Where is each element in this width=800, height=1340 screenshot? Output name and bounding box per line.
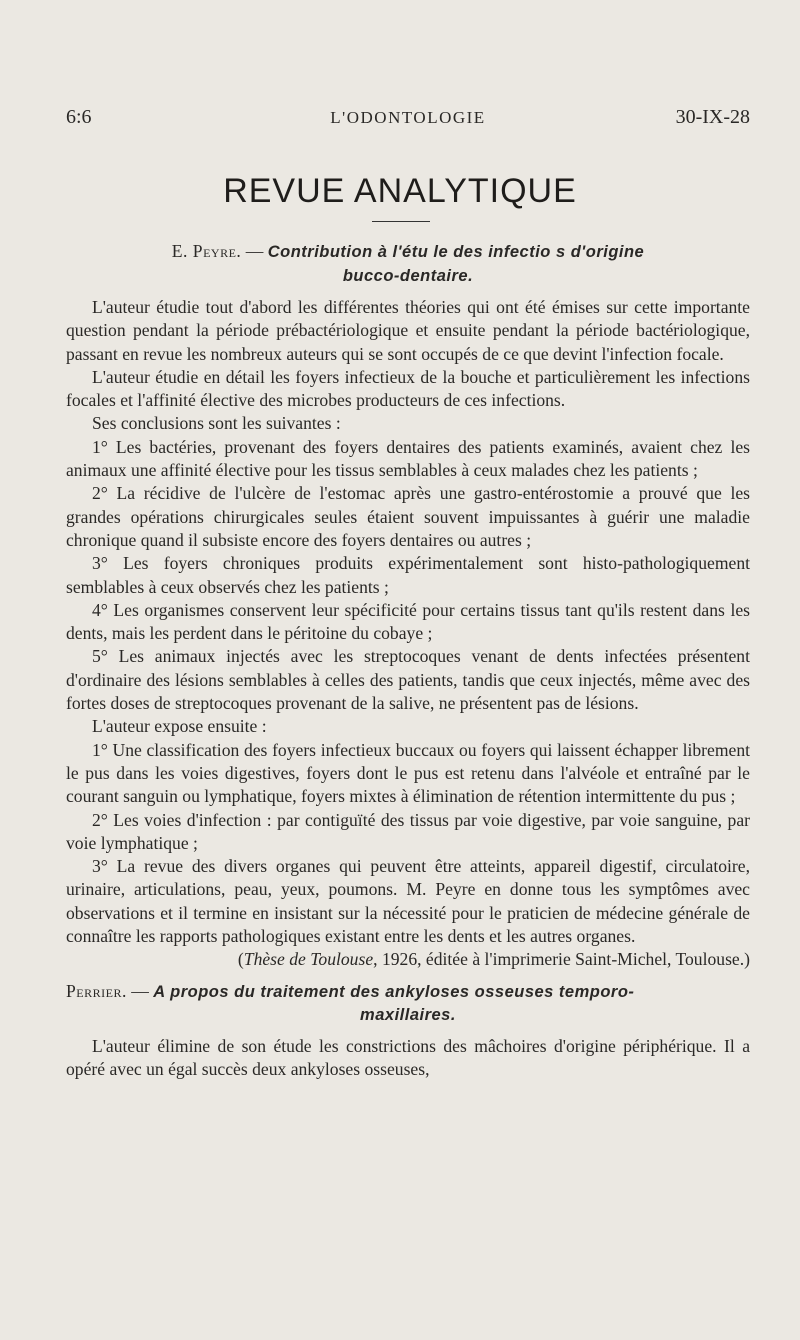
paragraph: 2° La récidive de l'ulcère de l'estomac après une gastro-entérostomie a prouvé que les grandes opérations chirurgicales seules étaient souvent impuissantes à guérir une maladie chronique quand il subsiste encore des foyers dentaires ou autres ; — [66, 483, 750, 550]
entry-heading-peyre — [66, 240, 750, 288]
paragraph: Ses conclusions sont les suivantes : — [92, 413, 341, 434]
article-body — [66, 240, 750, 1081]
entry-title-line1: A propos du traitement des ankyloses osseuses temporo- — [153, 982, 635, 1001]
entry-author: Perrier. — [66, 980, 127, 1001]
issue-date: 30-IX-28 — [675, 106, 750, 128]
paragraph: L'auteur expose ensuite : — [92, 716, 267, 737]
entry-title-line2: bucco-dentaire. — [342, 267, 474, 285]
paragraph: L'auteur étudie tout d'abord les différentes théories qui ont été émises sur cette importante question pendant la période prébactériologique et ensuite pendant la période bactériologique, passant en revue les nombreux auteurs qui se sont occupés de ce que devint l'infection focale. — [66, 297, 750, 364]
entry-title-line1: Contribution à l'étu le des infectio s d'origine — [267, 243, 645, 261]
section-title: REVUE ANALYTIQUE — [223, 172, 577, 210]
paragraph: 3° La revue des divers organes qui peuvent être atteints, appareil digestif, circulatoire, urinaire, articulations, peau, yeux, poumons. M. Peyre en donne tous les symptômes avec observations et il termine en insistant sur la nécessité pour le praticien de médecine générale de connaître les rapports pathologiques existant entre les dents et les autres organes. — [66, 856, 750, 947]
citation-rest: , 1926, éditée à l'imprimerie Saint-Michel, Toulouse.) — [373, 949, 750, 970]
entry-dash: — — [126, 980, 154, 1001]
citation — [66, 948, 750, 971]
title-rule — [372, 221, 430, 222]
citation-open: ( — [237, 949, 244, 970]
paragraph: 1° Les bactéries, provenant des foyers dentaires des patients examinés, avaient chez les animaux une affinité élective pour les tissus semblables à ceux malades chez les patients ; — [66, 436, 750, 481]
entry-title-line2: maxillaires. — [360, 1005, 456, 1024]
running-header — [66, 106, 750, 136]
entry-author: E. Peyre. — [171, 241, 242, 261]
page-number: 6:6 — [66, 106, 92, 128]
paragraph: 2° Les voies d'infection : par contiguïté des tissus par voie digestive, par voie sanguine, par voie lymphatique ; — [66, 809, 750, 853]
entry-heading-perrier — [66, 980, 750, 1027]
journal-title: L'ODONTOLOGIE — [330, 108, 486, 127]
citation-title: Thèse de Toulouse — [243, 949, 374, 970]
paragraph: L'auteur élimine de son étude les constrictions des mâchoires d'origine périphérique. Il a opéré avec un égal succès deux ankyloses osseuses, — [66, 1035, 750, 1079]
paragraph: 3° Les foyers chroniques produits expérimentalement sont histo-pathologiquement semblables à ceux observés chez les patients ; — [66, 553, 750, 597]
paragraph: 4° Les organismes conservent leur spécificité pour certains tissus tant qu'ils restent dans les dents, mais les perdent dans le péritoine du cobaye ; — [66, 599, 750, 644]
paragraph: L'auteur étudie en détail les foyers infectieux de la bouche et particulièrement les infections focales et l'affinité élective des microbes producteurs de ces infections. — [66, 366, 750, 411]
paragraph: 1° Une classification des foyers infectieux buccaux ou foyers qui laissent échapper librement le pus dans les voies digestives, foyers dont le pus est retenu dans l'alvéole et entraîné par le courant sanguin ou lymphatique, foyers mixtes à élimination de rétention intermittente du pus ; — [66, 739, 750, 807]
entry-dash: — — [241, 241, 268, 261]
paragraph: 5° Les animaux injectés avec les streptocoques venant de dents infectées présentent d'ordinaire des lésions semblables à celles des patients, tandis que ceux injectés, même avec des fortes doses de streptocoques provenant de la salive, ne présentent pas de lésions. — [66, 646, 750, 714]
